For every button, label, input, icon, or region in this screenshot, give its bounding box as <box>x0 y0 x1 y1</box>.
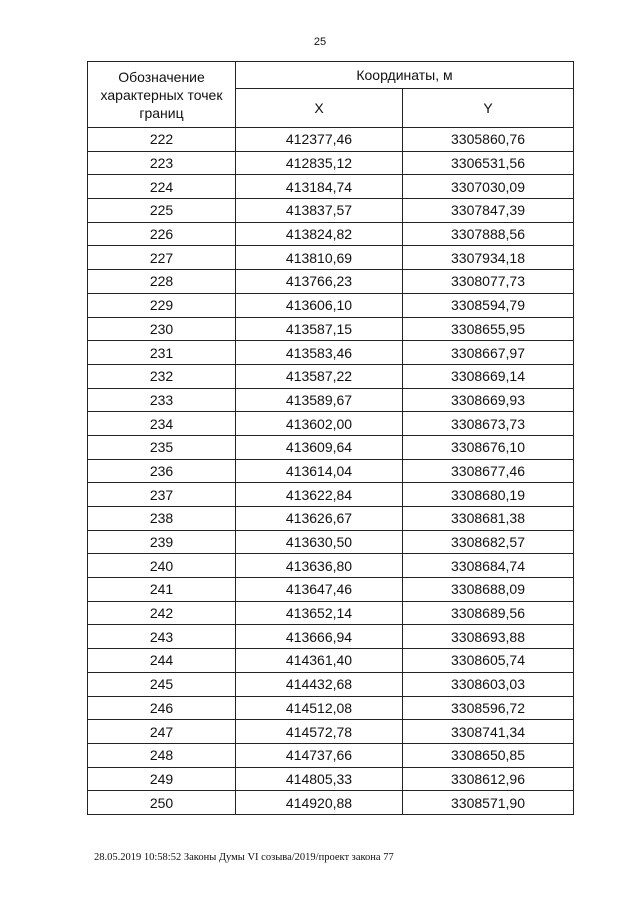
y-coordinate-cell: 3307847,39 <box>403 199 574 223</box>
footer-stamp: 28.05.2019 10:58:52 Законы Думы VI созыва/2019/проект закона 77 <box>94 852 394 863</box>
x-coordinate-cell: 413810,69 <box>236 246 403 270</box>
x-coordinate-cell: 413666,94 <box>236 625 403 649</box>
y-coordinate-cell: 3308667,97 <box>403 341 574 365</box>
table-row <box>88 720 574 744</box>
table-row <box>88 696 574 720</box>
point-number-cell: 223 <box>88 151 236 175</box>
point-number-cell: 241 <box>88 578 236 602</box>
x-header: X <box>236 89 403 128</box>
table-row <box>88 388 574 412</box>
table-row <box>88 578 574 602</box>
point-number-cell: 232 <box>88 364 236 388</box>
table-row <box>88 649 574 673</box>
y-coordinate-cell: 3308605,74 <box>403 649 574 673</box>
table-row <box>88 222 574 246</box>
x-coordinate-cell: 413614,04 <box>236 459 403 483</box>
point-number-cell: 250 <box>88 791 236 815</box>
point-number-cell: 248 <box>88 743 236 767</box>
x-coordinate-cell: 413824,82 <box>236 222 403 246</box>
y-coordinate-cell: 3308669,14 <box>403 364 574 388</box>
table-row <box>88 151 574 175</box>
point-number-cell: 235 <box>88 435 236 459</box>
y-coordinate-cell: 3308594,79 <box>403 293 574 317</box>
table-row <box>88 128 574 152</box>
y-coordinate-cell: 3307934,18 <box>403 246 574 270</box>
table-row <box>88 412 574 436</box>
y-coordinate-cell: 3307030,09 <box>403 175 574 199</box>
point-number-cell: 246 <box>88 696 236 720</box>
x-coordinate-cell: 413622,84 <box>236 483 403 507</box>
table-header <box>88 62 574 128</box>
x-coordinate-cell: 413652,14 <box>236 601 403 625</box>
point-number-cell: 234 <box>88 412 236 436</box>
point-number-cell: 226 <box>88 222 236 246</box>
point-number-cell: 224 <box>88 175 236 199</box>
y-coordinate-cell: 3308688,09 <box>403 578 574 602</box>
y-coordinate-cell: 3308596,72 <box>403 696 574 720</box>
designation-header-line1: Обозначение <box>118 68 205 85</box>
y-coordinate-cell: 3308655,95 <box>403 317 574 341</box>
designation-header-line3: границ <box>139 104 184 121</box>
table-row <box>88 767 574 791</box>
y-coordinate-cell: 3305860,76 <box>403 128 574 152</box>
x-coordinate-cell: 414432,68 <box>236 672 403 696</box>
table-row <box>88 625 574 649</box>
y-coordinate-cell: 3308669,93 <box>403 388 574 412</box>
table-row <box>88 317 574 341</box>
x-coordinate-cell: 414361,40 <box>236 649 403 673</box>
point-number-cell: 236 <box>88 459 236 483</box>
table-row <box>88 791 574 815</box>
point-number-cell: 242 <box>88 601 236 625</box>
y-coordinate-cell: 3307888,56 <box>403 222 574 246</box>
y-coordinate-cell: 3308673,73 <box>403 412 574 436</box>
point-number-cell: 239 <box>88 530 236 554</box>
page-number: 25 <box>313 36 327 48</box>
x-coordinate-cell: 414920,88 <box>236 791 403 815</box>
point-number-cell: 238 <box>88 507 236 531</box>
table-body <box>88 128 574 815</box>
x-coordinate-cell: 413583,46 <box>236 341 403 365</box>
y-coordinate-cell: 3308677,46 <box>403 459 574 483</box>
coordinates-header: Координаты, м <box>236 62 574 89</box>
table-row <box>88 199 574 223</box>
x-coordinate-cell: 414737,66 <box>236 743 403 767</box>
y-coordinate-cell: 3308680,19 <box>403 483 574 507</box>
point-number-cell: 231 <box>88 341 236 365</box>
point-number-cell: 237 <box>88 483 236 507</box>
point-number-cell: 240 <box>88 554 236 578</box>
x-coordinate-cell: 413587,15 <box>236 317 403 341</box>
y-header: Y <box>403 89 574 128</box>
x-coordinate-cell: 414512,08 <box>236 696 403 720</box>
y-coordinate-cell: 3308650,85 <box>403 743 574 767</box>
point-number-cell: 247 <box>88 720 236 744</box>
point-number-cell: 243 <box>88 625 236 649</box>
table-row <box>88 341 574 365</box>
x-coordinate-cell: 413647,46 <box>236 578 403 602</box>
y-coordinate-cell: 3308682,57 <box>403 530 574 554</box>
point-number-cell: 229 <box>88 293 236 317</box>
x-coordinate-cell: 413626,67 <box>236 507 403 531</box>
y-coordinate-cell: 3308689,56 <box>403 601 574 625</box>
y-coordinate-cell: 3308612,96 <box>403 767 574 791</box>
y-coordinate-cell: 3308571,90 <box>403 791 574 815</box>
y-coordinate-cell: 3308603,03 <box>403 672 574 696</box>
x-coordinate-cell: 413609,64 <box>236 435 403 459</box>
table-row <box>88 246 574 270</box>
x-coordinate-cell: 413636,80 <box>236 554 403 578</box>
table-row <box>88 293 574 317</box>
point-number-cell: 222 <box>88 128 236 152</box>
y-coordinate-cell: 3308077,73 <box>403 270 574 294</box>
table-row <box>88 530 574 554</box>
x-coordinate-cell: 413589,67 <box>236 388 403 412</box>
x-coordinate-cell: 413587,22 <box>236 364 403 388</box>
y-coordinate-cell: 3308684,74 <box>403 554 574 578</box>
point-number-cell: 245 <box>88 672 236 696</box>
x-coordinate-cell: 412377,46 <box>236 128 403 152</box>
y-coordinate-cell: 3308676,10 <box>403 435 574 459</box>
point-number-cell: 249 <box>88 767 236 791</box>
table-row <box>88 459 574 483</box>
table-row <box>88 601 574 625</box>
designation-header-line2: характерных точек <box>100 86 223 103</box>
x-coordinate-cell: 414805,33 <box>236 767 403 791</box>
y-coordinate-cell: 3308681,38 <box>403 507 574 531</box>
x-coordinate-cell: 412835,12 <box>236 151 403 175</box>
table-row <box>88 364 574 388</box>
table-row <box>88 483 574 507</box>
table-row <box>88 672 574 696</box>
point-number-cell: 227 <box>88 246 236 270</box>
y-coordinate-cell: 3308741,34 <box>403 720 574 744</box>
x-coordinate-cell: 413766,23 <box>236 270 403 294</box>
table-row <box>88 554 574 578</box>
coordinates-table <box>87 61 574 815</box>
point-number-cell: 244 <box>88 649 236 673</box>
point-number-cell: 228 <box>88 270 236 294</box>
table-row <box>88 270 574 294</box>
designation-header <box>88 62 236 128</box>
x-coordinate-cell: 414572,78 <box>236 720 403 744</box>
x-coordinate-cell: 413630,50 <box>236 530 403 554</box>
x-coordinate-cell: 413184,74 <box>236 175 403 199</box>
x-coordinate-cell: 413606,10 <box>236 293 403 317</box>
table-row <box>88 175 574 199</box>
y-coordinate-cell: 3306531,56 <box>403 151 574 175</box>
y-coordinate-cell: 3308693,88 <box>403 625 574 649</box>
point-number-cell: 225 <box>88 199 236 223</box>
point-number-cell: 233 <box>88 388 236 412</box>
x-coordinate-cell: 413602,00 <box>236 412 403 436</box>
table-row <box>88 507 574 531</box>
table-row <box>88 743 574 767</box>
point-number-cell: 230 <box>88 317 236 341</box>
x-coordinate-cell: 413837,57 <box>236 199 403 223</box>
table-row <box>88 435 574 459</box>
